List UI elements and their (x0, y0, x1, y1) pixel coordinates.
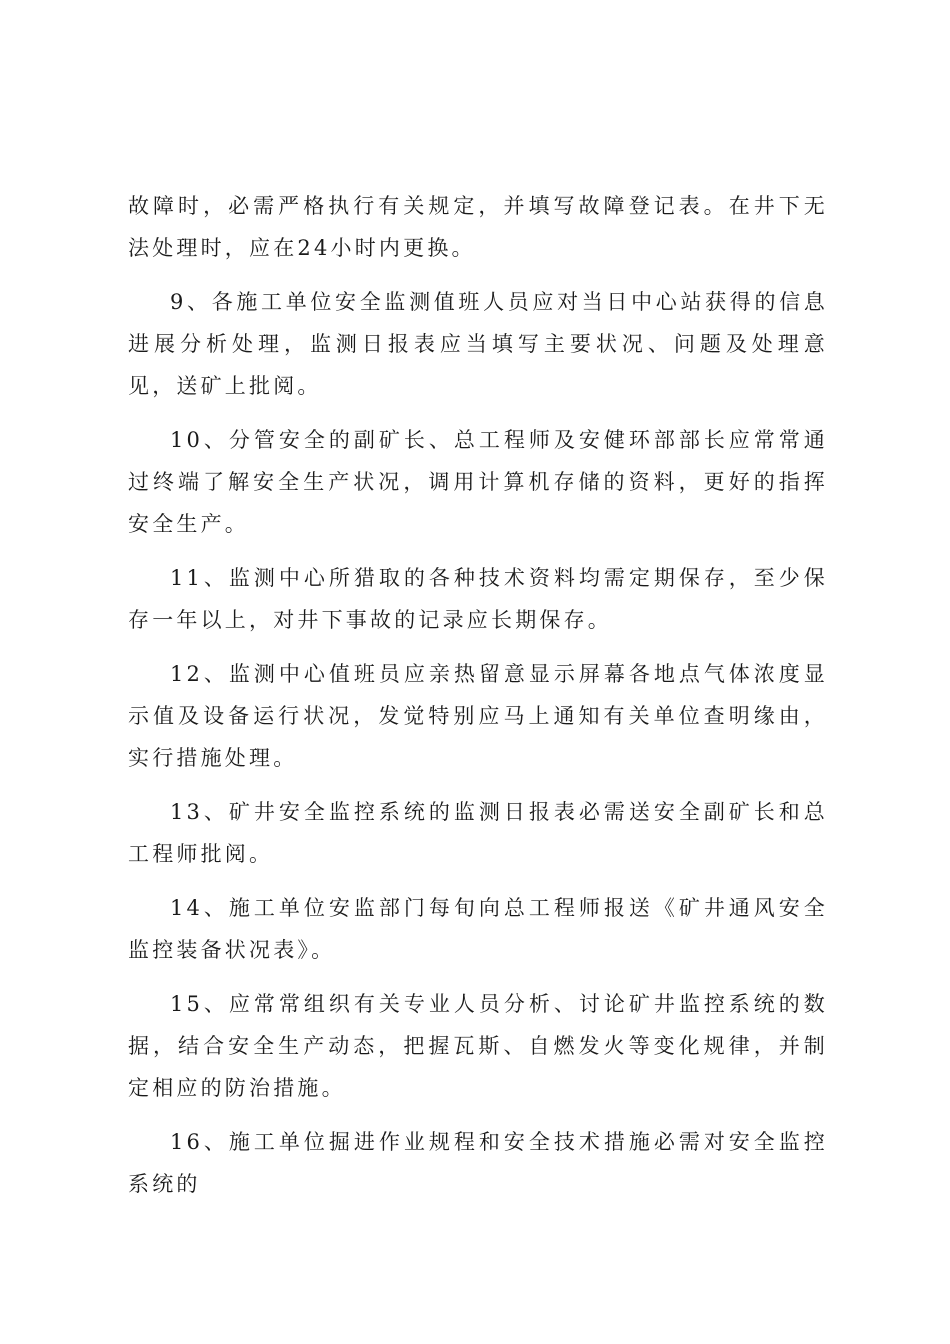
paragraph-item-16: 16、施工单位掘进作业规程和安全技术措施必需对安全监控系统的 (128, 1130, 828, 1196)
paragraph-item-15: 15、应常常组织有关专业人员分析、讨论矿井监控系统的数据，结合安全生产动态，把握瓦斯、自燃发火等变化规律，并制定相应的防治措施。 (128, 992, 828, 1100)
paragraph-item-11: 11、监测中心所猎取的各种技术资料均需定期保存，至少保存一年以上，对井下事故的记录应长期保存。 (128, 566, 828, 632)
paragraph-continuation: 故障时，必需严格执行有关规定，并填写故障登记表。在井下无法处理时，应在24小时内更换。 (128, 194, 828, 260)
paragraph-item-10: 10、分管安全的副矿长、总工程师及安健环部部长应常常通过终端了解安全生产状况，调用计算机存储的资料，更好的指挥安全生产。 (128, 428, 828, 536)
paragraph-item-12: 12、监测中心值班员应亲热留意显示屏幕各地点气体浓度显示值及设备运行状况，发觉特别应马上通知有关单位查明缘由，实行措施处理。 (128, 662, 828, 770)
document-body (128, 185, 828, 1217)
paragraph-item-9: 9、各施工单位安全监测值班人员应对当日中心站获得的信息进展分析处理，监测日报表应当填写主要状况、问题及处理意见，送矿上批阅。 (128, 290, 828, 398)
paragraph-item-13: 13、矿井安全监控系统的监测日报表必需送安全副矿长和总工程师批阅。 (128, 800, 828, 866)
paragraph-item-14: 14、施工单位安监部门每旬向总工程师报送《矿井通风安全监控装备状况表》。 (128, 896, 828, 962)
